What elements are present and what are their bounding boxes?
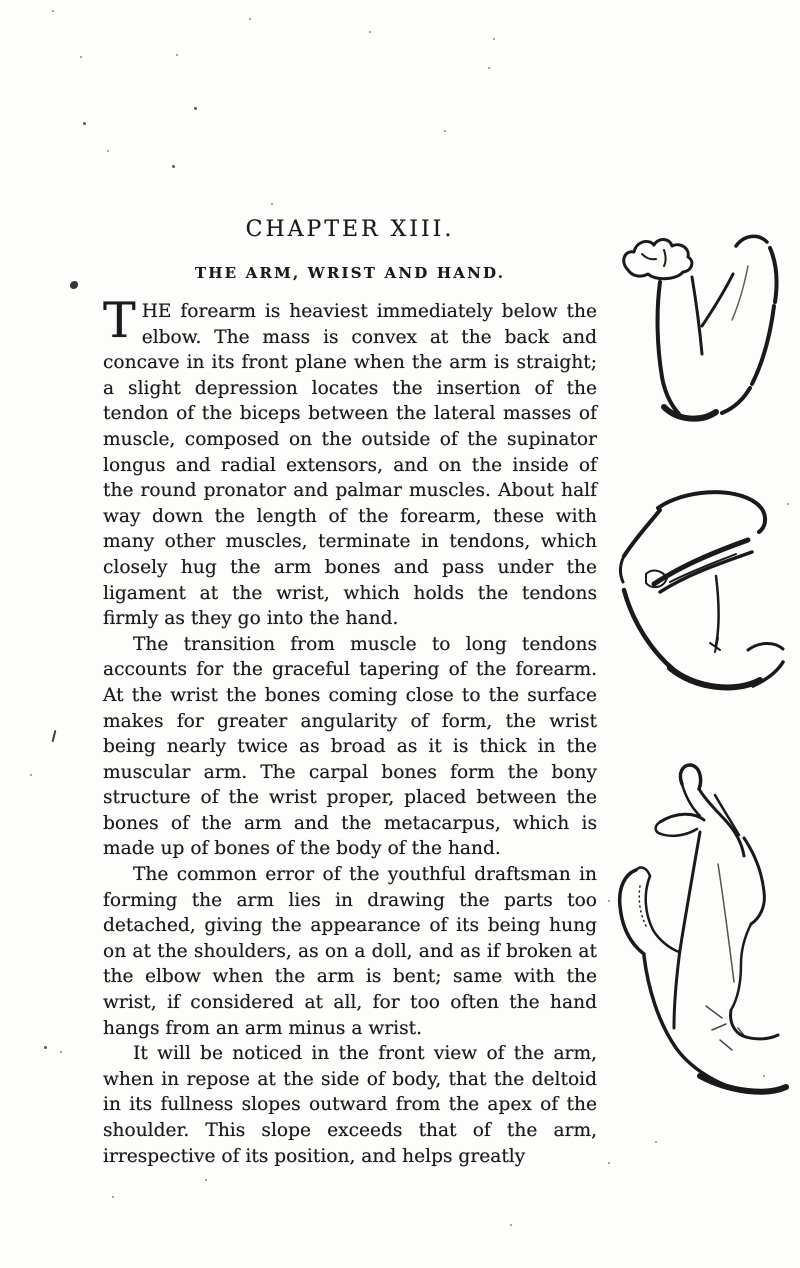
ink-speck xyxy=(30,774,32,776)
ink-speck xyxy=(608,1162,610,1164)
ink-speck xyxy=(488,67,490,69)
ink-speck xyxy=(107,150,109,152)
ink-speck xyxy=(172,165,175,168)
ink-speck xyxy=(763,1075,765,1077)
ink-speck xyxy=(44,1046,47,1049)
ink-speck xyxy=(608,900,610,902)
bent-arm-v-sketch xyxy=(598,222,798,422)
paragraph-4: It will be noticed in the front view of the arm, when in repose at the side of body, that the deltoid in its fullness slopes outward from the apex of the shoulder. This slope exceeds that of the arm, irrespective of its position, and helps greatly xyxy=(103,1043,597,1167)
ink-speck xyxy=(80,56,82,58)
chapter-heading: CHAPTER XIII. xyxy=(245,217,455,242)
drop-cap: T xyxy=(103,292,136,349)
ink-blot xyxy=(70,281,78,289)
ink-speck xyxy=(52,10,54,12)
ink-speck xyxy=(369,31,371,33)
paragraph-1-text: HE forearm is heaviest immediately below the elbow. The mass is convex at the back and concave in its front plane when the arm is straight; a slight depression locates the insertion of the tendon of the biceps between the lateral masses of muscle, composed on the outside of the supinator longus and radial extensors, and on the inside of the round pronator and palmar muscles. About half way down the length of the forearm, these with many other muscles, terminate in tendons, which closely hug the arm bones and pass under the ligament at the wrist, which holds the tendons firmly as they go into the hand. xyxy=(103,301,597,630)
ink-speck xyxy=(444,130,446,132)
paragraph-2: The transition from muscle to long tendons accounts for the graceful tapering of the forearm. At the wrist the bones coming close to the surface makes for greater angularity of form, the wrist being nearly twice as broad as it is thick in the muscular arm. The carpal bones form the bony structure of the wrist proper, placed between the bones of the arm and the metacarpus, which is made up of bones of the body of the hand. xyxy=(103,633,597,860)
ink-speck xyxy=(205,1179,207,1181)
ink-speck xyxy=(176,54,178,56)
paragraph-1 xyxy=(103,292,597,632)
ink-speck xyxy=(60,1051,62,1053)
hand-wrist-sketch xyxy=(588,738,800,1100)
flexed-elbow-sketch xyxy=(598,478,798,703)
paragraph-3: The common error of the youthful draftsman in forming the arm lies in drawing the parts too detached, giving the appearance of its being hung on at the shoulders, as on a doll, and as if broken at the elbow when the arm is bent; same with the wrist, if considered at all, for too often the hand hangs from an arm minus a wrist. xyxy=(103,864,597,1039)
ink-speck xyxy=(493,38,495,40)
body-text xyxy=(103,292,597,1169)
ink-mark xyxy=(52,730,57,742)
ink-speck xyxy=(655,1141,657,1143)
ink-speck xyxy=(83,122,86,125)
ink-speck xyxy=(249,18,251,20)
ink-speck xyxy=(271,203,273,205)
text-column xyxy=(103,217,597,1169)
ink-speck xyxy=(787,503,789,505)
ink-speck xyxy=(112,1196,114,1198)
chapter-subtitle: THE ARM, WRIST AND HAND. xyxy=(194,264,506,282)
ink-speck xyxy=(510,1224,512,1226)
ink-speck xyxy=(194,107,197,110)
